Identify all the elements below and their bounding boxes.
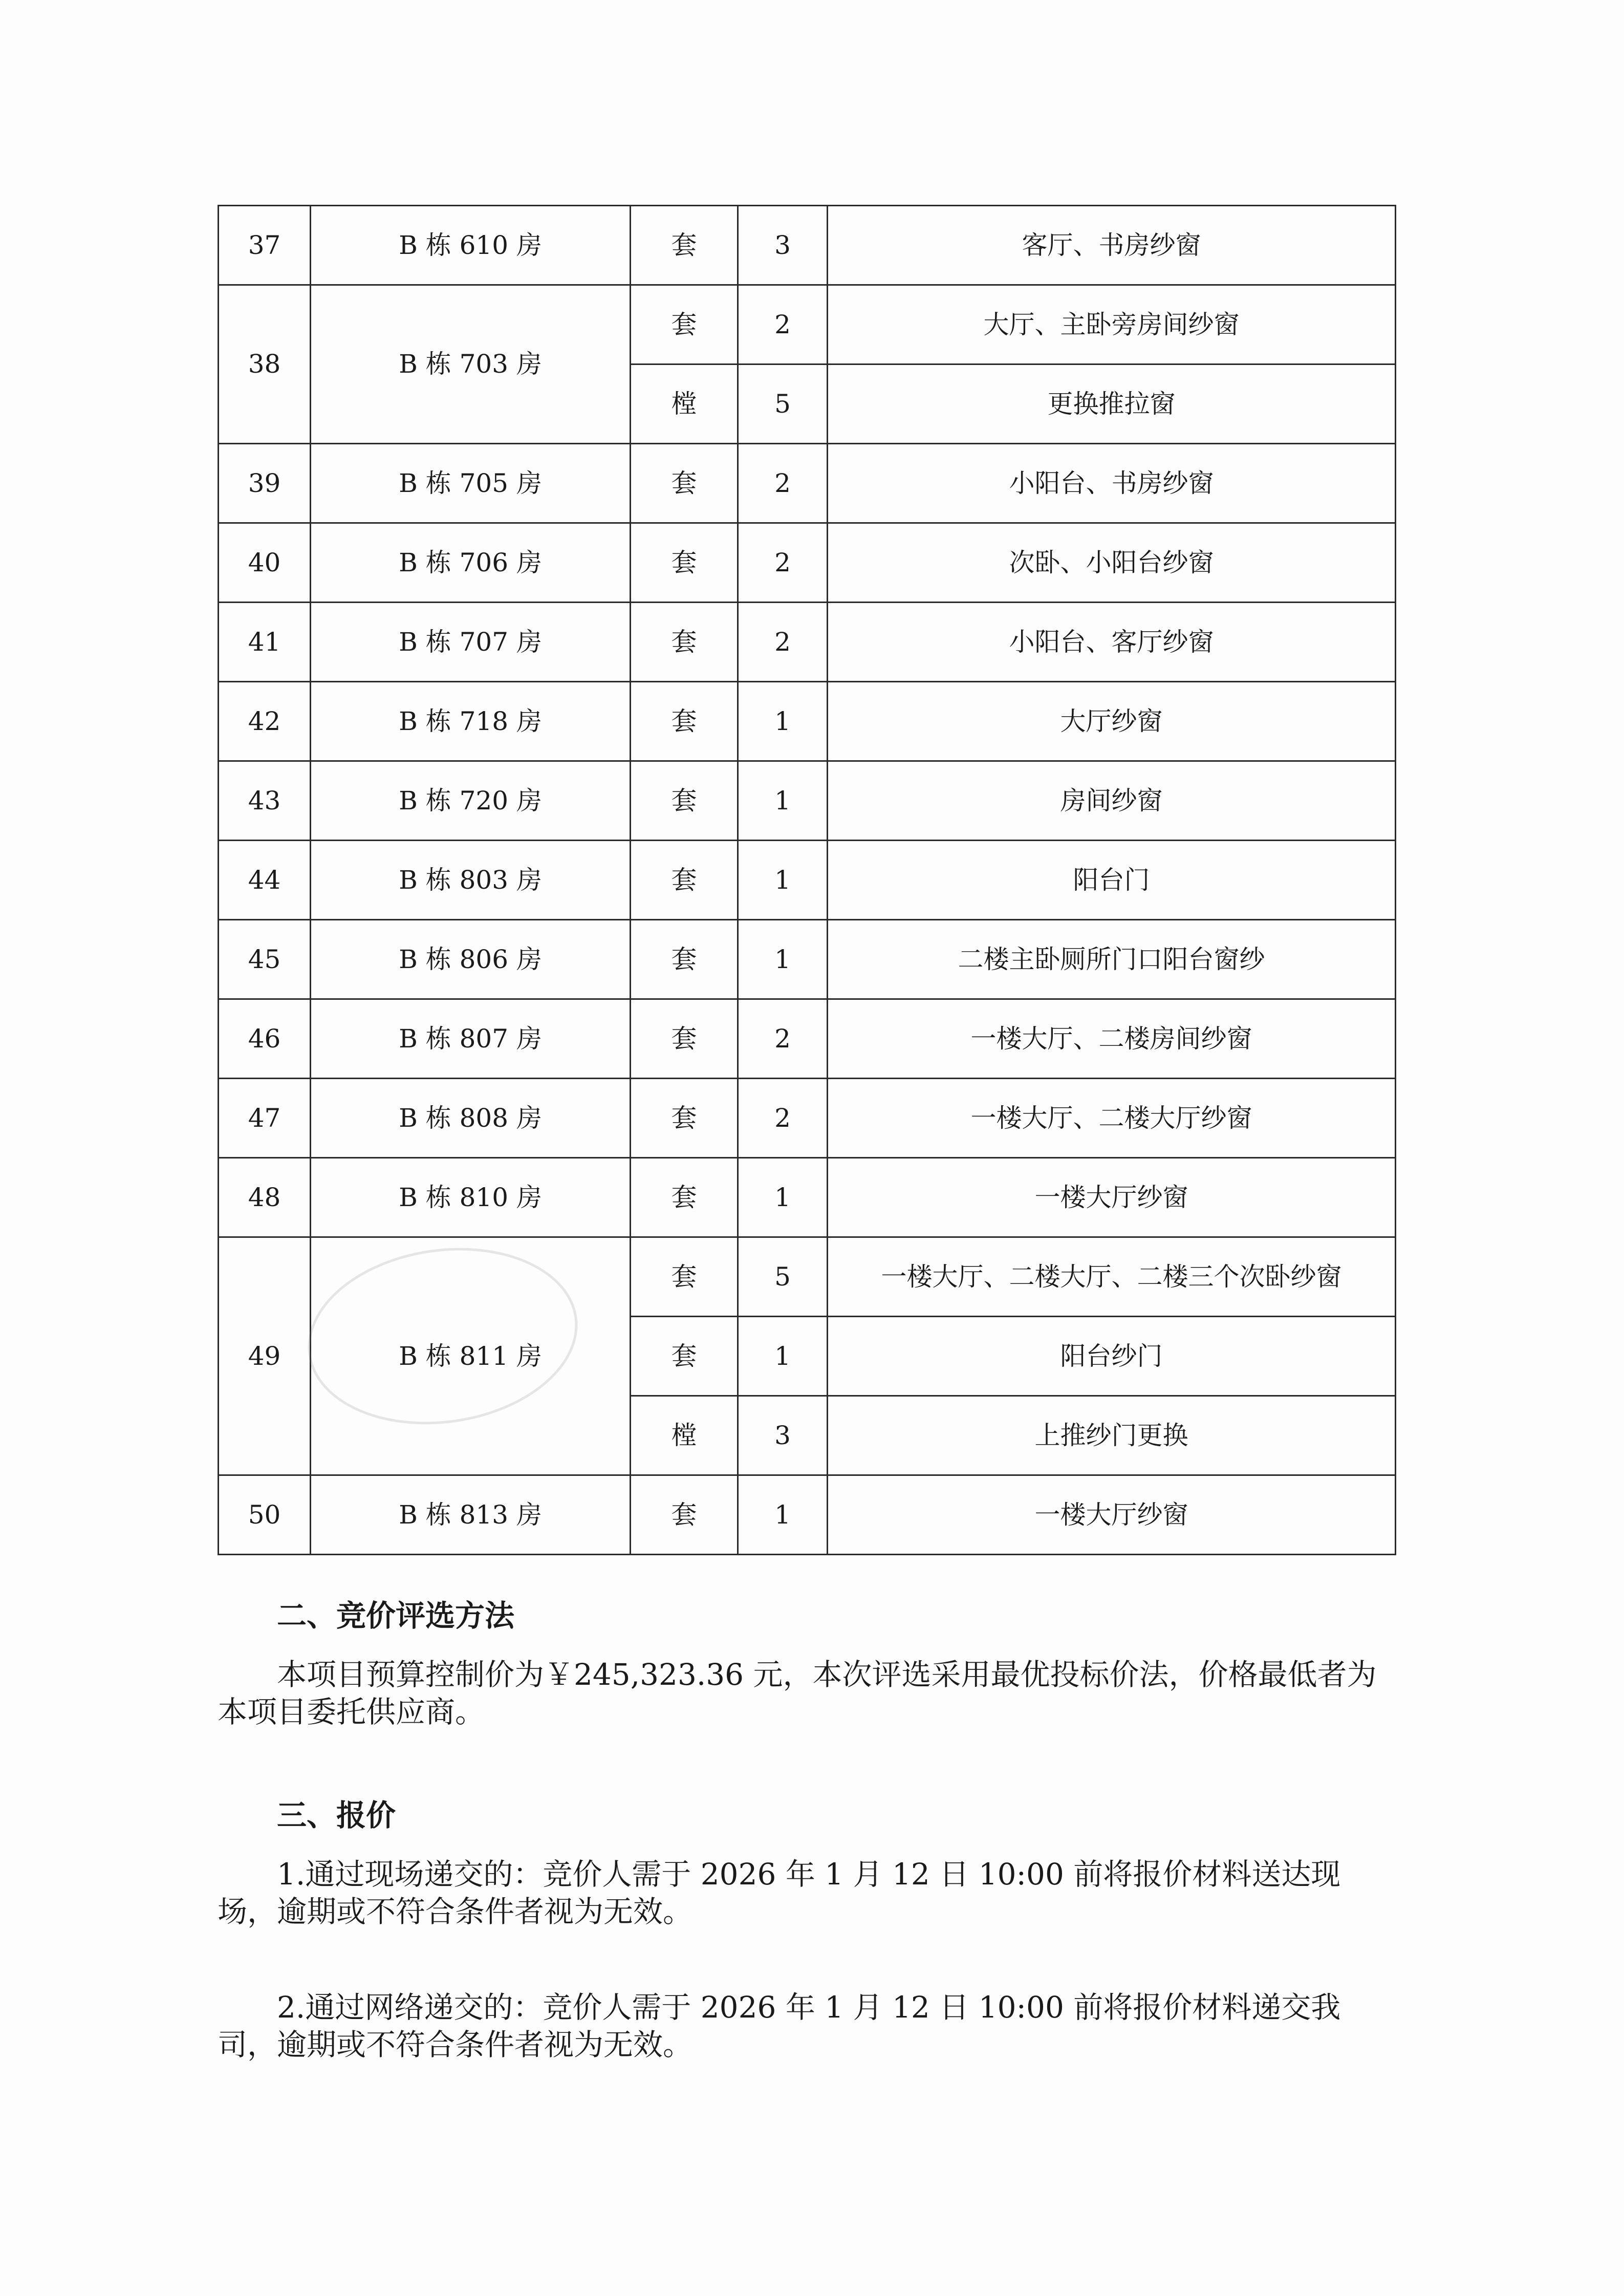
unit-cell: 套 (631, 285, 738, 364)
quantity-cell: 5 (738, 364, 828, 444)
description-cell: 一楼大厅、二楼房间纱窗 (828, 999, 1396, 1079)
unit-cell: 套 (631, 1317, 738, 1396)
room-cell: B 栋 811 房 (311, 1237, 631, 1475)
table-row (219, 603, 1396, 682)
unit-cell: 套 (631, 999, 738, 1079)
description-cell: 大厅纱窗 (828, 682, 1396, 761)
table-body (219, 206, 1396, 1555)
row-number-cell: 38 (219, 285, 311, 444)
description-cell: 小阳台、客厅纱窗 (828, 603, 1396, 682)
unit-cell: 套 (631, 920, 738, 999)
row-number-cell: 50 (219, 1475, 311, 1555)
description-cell: 大厅、主卧旁房间纱窗 (828, 285, 1396, 364)
quantity-cell: 1 (738, 1317, 828, 1396)
table-row (219, 682, 1396, 761)
row-number-cell: 44 (219, 841, 311, 920)
room-cell: B 栋 707 房 (311, 603, 631, 682)
quantity-cell: 1 (738, 761, 828, 841)
section3-paragraph-1: 1.通过现场递交的：竞价人需于 2026 年 1 月 12 日 10:00 前将报价材料送达现场，逾期或不符合条件者视为无效。 (218, 1857, 1341, 1929)
table-row (219, 841, 1396, 920)
quantity-cell: 1 (738, 682, 828, 761)
room-cell: B 栋 808 房 (311, 1079, 631, 1158)
row-number-cell: 41 (219, 603, 311, 682)
description-cell: 次卧、小阳台纱窗 (828, 523, 1396, 603)
room-cell: B 栋 803 房 (311, 841, 631, 920)
unit-cell: 套 (631, 523, 738, 603)
description-cell: 阳台门 (828, 841, 1396, 920)
row-number-cell: 39 (219, 444, 311, 523)
table-row (219, 1475, 1396, 1555)
table-row (219, 761, 1396, 841)
quantity-cell: 2 (738, 285, 828, 364)
table-row (219, 444, 1396, 523)
room-cell: B 栋 706 房 (311, 523, 631, 603)
unit-cell: 套 (631, 682, 738, 761)
room-cell: B 栋 806 房 (311, 920, 631, 999)
quantity-cell: 1 (738, 1475, 828, 1555)
quantity-cell: 1 (738, 841, 828, 920)
section2-heading: 二、竞价评选方法 (277, 1598, 515, 1633)
quantity-cell: 2 (738, 1079, 828, 1158)
room-cell: B 栋 810 房 (311, 1158, 631, 1237)
row-number-cell: 47 (219, 1079, 311, 1158)
room-cell: B 栋 703 房 (311, 285, 631, 444)
description-cell: 上推纱门更换 (828, 1396, 1396, 1475)
unit-cell: 套 (631, 841, 738, 920)
quantity-cell: 1 (738, 920, 828, 999)
description-cell: 客厅、书房纱窗 (828, 206, 1396, 285)
section3-paragraph-2: 2.通过网络递交的：竞价人需于 2026 年 1 月 12 日 10:00 前将报价材料递交我司，逾期或不符合条件者视为无效。 (218, 1990, 1341, 2062)
description-cell: 一楼大厅、二楼大厅、二楼三个次卧纱窗 (828, 1237, 1396, 1317)
unit-cell: 套 (631, 1475, 738, 1555)
room-cell: B 栋 813 房 (311, 1475, 631, 1555)
description-cell: 一楼大厅纱窗 (828, 1158, 1396, 1237)
description-cell: 一楼大厅、二楼大厅纱窗 (828, 1079, 1396, 1158)
description-cell: 二楼主卧厕所门口阳台窗纱 (828, 920, 1396, 999)
description-cell: 更换推拉窗 (828, 364, 1396, 444)
unit-cell: 套 (631, 761, 738, 841)
description-cell: 房间纱窗 (828, 761, 1396, 841)
description-cell: 阳台纱门 (828, 1317, 1396, 1396)
table-row (219, 1158, 1396, 1237)
quantity-cell: 5 (738, 1237, 828, 1317)
unit-cell: 套 (631, 1158, 738, 1237)
room-cell: B 栋 720 房 (311, 761, 631, 841)
unit-cell: 套 (631, 206, 738, 285)
unit-cell: 套 (631, 444, 738, 523)
row-number-cell: 45 (219, 920, 311, 999)
row-number-cell: 37 (219, 206, 311, 285)
quantity-cell: 1 (738, 1158, 828, 1237)
quantity-cell: 3 (738, 1396, 828, 1475)
table-row (219, 523, 1396, 603)
unit-cell: 樘 (631, 364, 738, 444)
quantity-cell: 3 (738, 206, 828, 285)
row-number-cell: 48 (219, 1158, 311, 1237)
description-cell: 一楼大厅纱窗 (828, 1475, 1396, 1555)
room-cell: B 栋 705 房 (311, 444, 631, 523)
row-number-cell: 40 (219, 523, 311, 603)
table-row (219, 206, 1396, 285)
row-number-cell: 46 (219, 999, 311, 1079)
table-row (219, 285, 1396, 364)
room-cell: B 栋 718 房 (311, 682, 631, 761)
unit-cell: 套 (631, 1079, 738, 1158)
unit-cell: 套 (631, 1237, 738, 1317)
row-number-cell: 43 (219, 761, 311, 841)
table-row (219, 1237, 1396, 1317)
quantity-cell: 2 (738, 523, 828, 603)
table-row (219, 1079, 1396, 1158)
quantity-cell: 2 (738, 603, 828, 682)
unit-cell: 套 (631, 603, 738, 682)
room-cell: B 栋 610 房 (311, 206, 631, 285)
section2-paragraph: 本项目预算控制价为￥245,323.36 元，本次评选采用最优投标价法，价格最低者为本项目委托供应商。 (218, 1657, 1377, 1729)
row-number-cell: 42 (219, 682, 311, 761)
row-number-cell: 49 (219, 1237, 311, 1475)
description-cell: 小阳台、书房纱窗 (828, 444, 1396, 523)
quantity-cell: 2 (738, 444, 828, 523)
table-row (219, 999, 1396, 1079)
unit-cell: 樘 (631, 1396, 738, 1475)
quote-items-table (218, 205, 1396, 1555)
table-row (219, 920, 1396, 999)
quantity-cell: 2 (738, 999, 828, 1079)
section3-heading: 三、报价 (277, 1798, 396, 1833)
room-cell: B 栋 807 房 (311, 999, 631, 1079)
